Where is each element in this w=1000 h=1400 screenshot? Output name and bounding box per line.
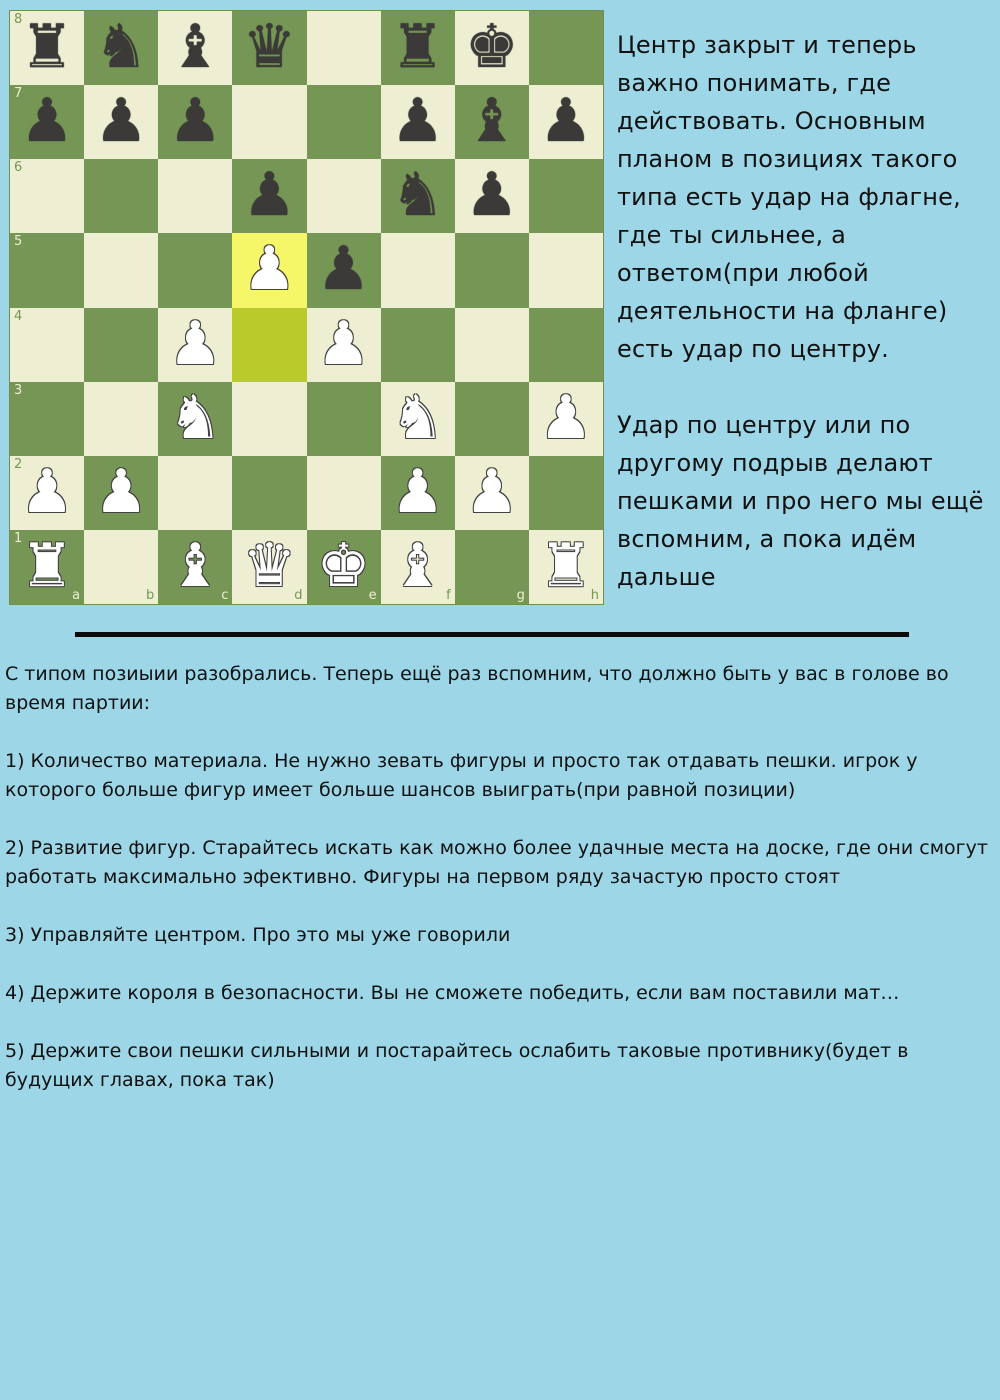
square-d6[interactable] — [232, 159, 306, 233]
black-knight-icon[interactable]: ♞ — [390, 160, 445, 231]
black-pawn-icon[interactable]: ♟ — [390, 86, 445, 157]
square-c8[interactable] — [158, 11, 232, 85]
rank-label: 8 — [14, 12, 23, 27]
square-b2[interactable] — [84, 456, 158, 530]
side-paragraph-2: Удар по центру или по другому подрыв делают пешками и про него мы ещё вспомним, а пока идём дальше — [617, 411, 984, 591]
side-paragraph-1: Центр закрыт и теперь важно понимать, где действовать. Основным планом в позициях такого типа есть удар на флагне, где ты сильнее, а ответом(при любой деятельности на фланге) есть удар по центру. — [617, 31, 961, 363]
square-g6[interactable] — [455, 159, 529, 233]
square-g2[interactable] — [455, 456, 529, 530]
square-c3[interactable] — [158, 382, 232, 456]
file-label: d — [294, 588, 303, 603]
rank-label: 6 — [14, 160, 23, 176]
square-d7[interactable] — [232, 85, 306, 159]
square-d5[interactable] — [232, 233, 306, 307]
square-a7[interactable] — [10, 85, 84, 159]
white-pawn-icon[interactable]: ♟ — [242, 234, 297, 305]
side-commentary — [617, 26, 997, 596]
white-pawn-icon[interactable]: ♟ — [464, 456, 519, 527]
square-g1[interactable] — [455, 530, 529, 604]
square-c4[interactable] — [158, 308, 232, 382]
square-h4[interactable] — [529, 308, 603, 382]
square-f5[interactable] — [381, 233, 455, 307]
white-knight-icon[interactable]: ♞ — [168, 382, 223, 453]
black-rook-icon[interactable]: ♜ — [390, 12, 445, 83]
square-e8[interactable] — [307, 11, 381, 85]
square-e5[interactable] — [307, 233, 381, 307]
file-label: c — [221, 588, 229, 603]
black-bishop-icon[interactable]: ♝ — [464, 86, 519, 157]
file-label: e — [368, 588, 377, 603]
square-f2[interactable] — [381, 456, 455, 530]
black-bishop-icon[interactable]: ♝ — [168, 12, 223, 83]
black-pawn-icon[interactable]: ♟ — [539, 86, 593, 157]
square-h8[interactable] — [529, 11, 603, 85]
square-c2[interactable] — [158, 456, 232, 530]
square-e1[interactable] — [307, 530, 381, 604]
white-rook-icon[interactable]: ♜ — [20, 530, 74, 601]
horizontal-divider — [75, 632, 909, 637]
file-label: f — [446, 588, 451, 603]
white-pawn-icon[interactable]: ♟ — [94, 456, 149, 527]
square-e2[interactable] — [307, 456, 381, 530]
rank-label: 4 — [14, 308, 23, 324]
white-knight-icon[interactable]: ♞ — [390, 382, 445, 453]
square-b3[interactable] — [84, 382, 158, 456]
white-queen-icon[interactable]: ♛ — [242, 530, 297, 601]
square-g7[interactable] — [455, 85, 529, 159]
white-pawn-icon[interactable]: ♟ — [168, 308, 223, 379]
lesson-item-4: 4) Держите короля в безопасности. Вы не сможете победить, если вам поставили мат… — [5, 982, 900, 1004]
black-knight-icon[interactable]: ♞ — [94, 12, 149, 83]
square-a2[interactable] — [10, 456, 84, 530]
square-d3[interactable] — [232, 382, 306, 456]
white-bishop-icon[interactable]: ♝ — [390, 530, 445, 601]
lesson-item-1: 1) Количество материала. Не нужно зевать фигуры и просто так отдавать пешки. игрок у которого больше фигур имеет больше шансов выиграть(при равной позиции) — [5, 750, 918, 801]
square-b5[interactable] — [84, 233, 158, 307]
square-h3[interactable] — [529, 382, 603, 456]
white-pawn-icon[interactable]: ♟ — [539, 382, 593, 453]
square-f4[interactable] — [381, 308, 455, 382]
square-g8[interactable] — [455, 11, 529, 85]
lesson-text — [5, 660, 990, 1095]
square-a6[interactable] — [10, 159, 84, 233]
lesson-item-3: 3) Управляйте центром. Про это мы уже говорили — [5, 924, 511, 946]
square-d8[interactable] — [232, 11, 306, 85]
white-pawn-icon[interactable]: ♟ — [390, 456, 445, 527]
square-g4[interactable] — [455, 308, 529, 382]
rank-label: 2 — [14, 456, 23, 472]
square-f6[interactable] — [381, 159, 455, 233]
square-g3[interactable] — [455, 382, 529, 456]
lesson-item-5: 5) Держите свои пешки сильными и постарайтесь ослабить таковые противнику(будет в будущих главах, пока так) — [5, 1040, 909, 1091]
lesson-intro: С типом позиыии разобрались. Теперь ещё раз вспомним, что должно быть у вас в голове во время партии: — [5, 663, 949, 714]
square-h7[interactable] — [529, 85, 603, 159]
black-pawn-icon[interactable]: ♟ — [20, 86, 74, 157]
file-label: h — [590, 588, 599, 603]
square-e3[interactable] — [307, 382, 381, 456]
square-h6[interactable] — [529, 159, 603, 233]
rank-label: 5 — [14, 234, 23, 250]
square-a5[interactable] — [10, 233, 84, 307]
lesson-item-2: 2) Развитие фигур. Старайтесь искать как можно более удачные места на доске, где они смогут работать максимально эфективно. Фигуры на первом ряду зачастую просто стоят — [5, 837, 988, 888]
square-d4[interactable] — [232, 308, 306, 382]
black-king-icon[interactable]: ♚ — [464, 12, 519, 83]
white-king-icon[interactable]: ♚ — [316, 530, 371, 601]
file-label: b — [145, 588, 155, 603]
square-a4[interactable] — [10, 308, 84, 382]
square-e7[interactable] — [307, 85, 381, 159]
square-e4[interactable] — [307, 308, 381, 382]
square-d2[interactable] — [232, 456, 306, 530]
white-rook-icon[interactable]: ♜ — [539, 530, 593, 601]
square-b1[interactable] — [84, 530, 158, 604]
square-b7[interactable] — [84, 85, 158, 159]
square-h1[interactable] — [529, 530, 603, 604]
white-pawn-icon[interactable]: ♟ — [316, 308, 371, 379]
white-bishop-icon[interactable]: ♝ — [168, 530, 223, 601]
black-pawn-icon[interactable]: ♟ — [316, 234, 371, 305]
black-pawn-icon[interactable]: ♟ — [464, 160, 519, 231]
black-pawn-icon[interactable]: ♟ — [168, 86, 223, 157]
square-c7[interactable] — [158, 85, 232, 159]
black-queen-icon[interactable]: ♛ — [242, 12, 297, 83]
square-g5[interactable] — [455, 233, 529, 307]
square-f1[interactable] — [381, 530, 455, 604]
file-label: g — [516, 588, 525, 603]
black-pawn-icon[interactable]: ♟ — [242, 160, 297, 231]
square-a8[interactable] — [10, 11, 84, 85]
rank-label: 3 — [14, 382, 23, 398]
square-c5[interactable] — [158, 233, 232, 307]
rank-label: 7 — [14, 86, 23, 102]
white-pawn-icon[interactable]: ♟ — [20, 456, 74, 527]
rank-label: 1 — [14, 530, 23, 546]
square-c6[interactable] — [158, 159, 232, 233]
square-f8[interactable] — [381, 11, 455, 85]
square-b4[interactable] — [84, 308, 158, 382]
file-label: a — [72, 588, 81, 603]
square-f7[interactable] — [381, 85, 455, 159]
square-c1[interactable] — [158, 530, 232, 604]
black-rook-icon[interactable]: ♜ — [20, 12, 74, 83]
chess-board — [10, 11, 603, 604]
square-a3[interactable] — [10, 382, 84, 456]
square-h5[interactable] — [529, 233, 603, 307]
square-f3[interactable] — [381, 382, 455, 456]
square-h2[interactable] — [529, 456, 603, 530]
black-pawn-icon[interactable]: ♟ — [94, 86, 149, 157]
square-b8[interactable] — [84, 11, 158, 85]
square-e6[interactable] — [307, 159, 381, 233]
square-d1[interactable] — [232, 530, 306, 604]
square-a1[interactable] — [10, 530, 84, 604]
square-b6[interactable] — [84, 159, 158, 233]
